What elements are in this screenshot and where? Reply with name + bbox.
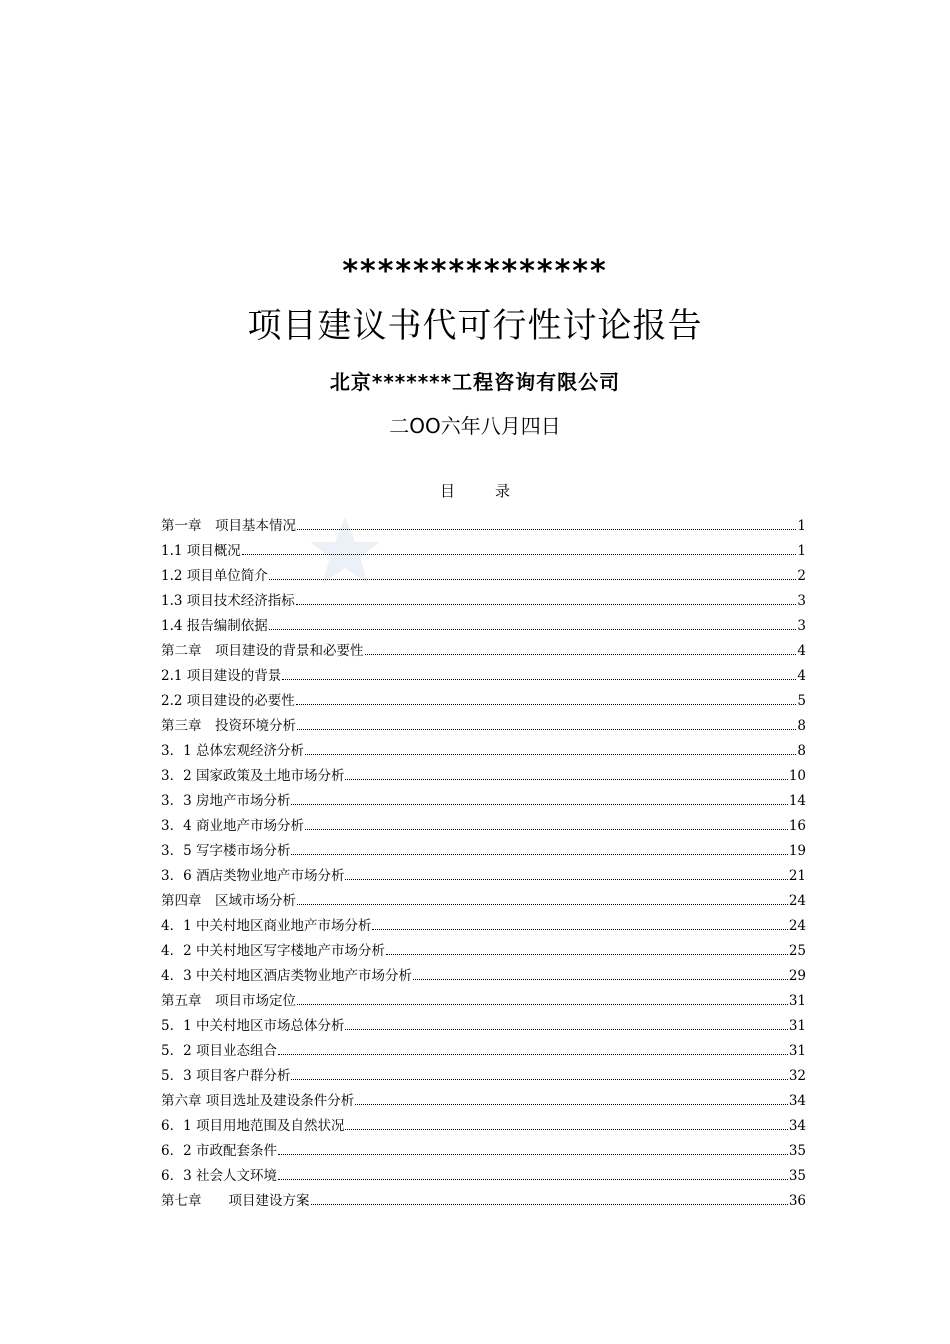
toc-entry[interactable] (161, 512, 806, 537)
toc-entry[interactable] (161, 737, 806, 762)
toc-entry-page: 31 (788, 993, 806, 1009)
toc-entry[interactable] (161, 787, 806, 812)
toc-entry-page: 32 (788, 1068, 806, 1084)
toc-entry[interactable] (161, 687, 806, 712)
toc-dot-leader (291, 837, 787, 855)
toc-entry[interactable] (161, 912, 806, 937)
toc-entry[interactable] (161, 1187, 806, 1212)
toc-entry[interactable] (161, 612, 806, 637)
toc-entry-page: 25 (788, 943, 806, 959)
toc-entry-page: 35 (788, 1143, 806, 1159)
toc-entry[interactable] (161, 862, 806, 887)
toc-entry-label: 5．2 项目业态组合 (161, 1043, 277, 1059)
toc-dot-leader (269, 562, 797, 580)
toc-entry[interactable] (161, 562, 806, 587)
toc-entry-label: 5．3 项目客户群分析 (161, 1068, 291, 1084)
toc-dot-leader (278, 1162, 788, 1180)
toc-dot-leader (345, 862, 787, 880)
toc-entry[interactable] (161, 837, 806, 862)
toc-dot-leader (291, 787, 787, 805)
toc-entry-label: 第四章 区域市场分析 (161, 893, 296, 909)
toc-entry-page: 2 (797, 568, 806, 584)
toc-entry-page: 35 (788, 1168, 806, 1184)
toc-entry-label: 1.1 项目概况 (161, 543, 241, 559)
report-date: 二OO六年八月四日 (389, 414, 561, 438)
toc-entry[interactable] (161, 1037, 806, 1062)
toc-entry-label: 第五章 项目市场定位 (161, 993, 296, 1009)
toc-entry[interactable] (161, 1112, 806, 1137)
toc-heading: 目录 (439, 482, 550, 500)
toc-entry[interactable] (161, 1137, 806, 1162)
toc-entry-label: 第七章 项目建设方案 (161, 1193, 310, 1209)
toc-entry-page: 31 (788, 1043, 806, 1059)
toc-entry-label: 3．4 商业地产市场分析 (161, 818, 304, 834)
table-of-contents (161, 512, 806, 1212)
toc-entry[interactable] (161, 712, 806, 737)
toc-entry[interactable] (161, 587, 806, 612)
toc-entry-label: 6．2 市政配套条件 (161, 1143, 277, 1159)
toc-entry-label: 3．2 国家政策及土地市场分析 (161, 768, 345, 784)
toc-entry[interactable] (161, 887, 806, 912)
toc-entry-page: 34 (788, 1093, 806, 1109)
toc-entry[interactable] (161, 937, 806, 962)
toc-entry-label: 第三章 投资环境分析 (161, 718, 296, 734)
report-title: 项目建议书代可行性讨论报告 (247, 306, 703, 346)
toc-entry-label: 2.2 项目建设的必要性 (161, 693, 295, 709)
toc-entry-page: 1 (797, 543, 806, 559)
toc-dot-leader (345, 1112, 787, 1130)
toc-entry-page: 5 (797, 693, 806, 709)
toc-dot-leader (291, 1062, 787, 1080)
toc-entry-page: 8 (797, 743, 806, 759)
toc-dot-leader (355, 1087, 788, 1105)
toc-entry-label: 4．1 中关村地区商业地产市场分析 (161, 918, 372, 934)
toc-entry-page: 3 (797, 618, 806, 634)
toc-dot-leader (297, 887, 788, 905)
toc-dot-leader (365, 637, 797, 655)
toc-entry[interactable] (161, 762, 806, 787)
toc-entry-label: 第六章 项目选址及建设条件分析 (161, 1093, 355, 1109)
toc-dot-leader (386, 937, 788, 955)
company-name: 北京*******工程咨询有限公司 (329, 370, 621, 394)
toc-dot-leader (242, 537, 797, 555)
toc-entry-page: 24 (788, 918, 806, 934)
toc-entry-label: 6．3 社会人文环境 (161, 1168, 277, 1184)
toc-dot-leader (311, 1187, 788, 1205)
toc-entry-page: 31 (788, 1018, 806, 1034)
toc-entry-page: 19 (788, 843, 806, 859)
toc-entry[interactable] (161, 962, 806, 987)
toc-entry-page: 16 (788, 818, 806, 834)
toc-dot-leader (345, 762, 787, 780)
toc-entry-page: 8 (797, 718, 806, 734)
toc-entry[interactable] (161, 987, 806, 1012)
toc-entry[interactable] (161, 537, 806, 562)
toc-dot-leader (297, 987, 788, 1005)
toc-dot-leader (413, 962, 788, 980)
toc-entry-label: 3．6 酒店类物业地产市场分析 (161, 868, 345, 884)
toc-dot-leader (345, 1012, 787, 1030)
toc-dot-leader (296, 687, 797, 705)
toc-dot-leader (297, 712, 796, 730)
toc-dot-leader (296, 587, 797, 605)
toc-dot-leader (372, 912, 787, 930)
toc-entry-page: 1 (797, 518, 806, 534)
toc-entry-page: 34 (788, 1118, 806, 1134)
toc-dot-leader (282, 662, 796, 680)
toc-entry-label: 1.4 报告编制依据 (161, 618, 268, 634)
toc-entry[interactable] (161, 1012, 806, 1037)
toc-entry-page: 14 (788, 793, 806, 809)
toc-entry-label: 4．3 中关村地区酒店类物业地产市场分析 (161, 968, 412, 984)
toc-entry[interactable] (161, 1162, 806, 1187)
toc-entry[interactable] (161, 1087, 806, 1112)
toc-entry-page: 10 (788, 768, 806, 784)
toc-entry-page: 4 (797, 643, 806, 659)
toc-dot-leader (305, 812, 788, 830)
toc-entry-label: 4．2 中关村地区写字楼地产市场分析 (161, 943, 385, 959)
toc-entry-label: 第一章 项目基本情况 (161, 518, 296, 534)
toc-entry-page: 29 (788, 968, 806, 984)
toc-entry-label: 3．3 房地产市场分析 (161, 793, 291, 809)
toc-dot-leader (278, 1137, 788, 1155)
toc-entry-page: 24 (788, 893, 806, 909)
toc-entry[interactable] (161, 1062, 806, 1087)
toc-entry-page: 4 (797, 668, 806, 684)
toc-dot-leader (278, 1037, 788, 1055)
toc-dot-leader (269, 612, 797, 630)
toc-entry-page: 36 (788, 1193, 806, 1209)
toc-entry-label: 第二章 项目建设的背景和必要性 (161, 643, 364, 659)
toc-entry-page: 21 (788, 868, 806, 884)
toc-entry[interactable] (161, 812, 806, 837)
toc-entry-label: 1.3 项目技术经济指标 (161, 593, 295, 609)
toc-entry-label: 3．1 总体宏观经济分析 (161, 743, 304, 759)
toc-entry[interactable] (161, 637, 806, 662)
toc-entry-label: 1.2 项目单位简介 (161, 568, 268, 584)
toc-entry-label: 3．5 写字楼市场分析 (161, 843, 291, 859)
toc-entry-label: 5．1 中关村地区市场总体分析 (161, 1018, 345, 1034)
toc-entry-page: 3 (797, 593, 806, 609)
toc-dot-leader (305, 737, 796, 755)
cover-stars: *************** (342, 254, 608, 289)
toc-entry[interactable] (161, 662, 806, 687)
toc-dot-leader (297, 512, 796, 530)
toc-entry-label: 2.1 项目建设的背景 (161, 668, 282, 684)
toc-entry-label: 6．1 项目用地范围及自然状况 (161, 1118, 345, 1134)
